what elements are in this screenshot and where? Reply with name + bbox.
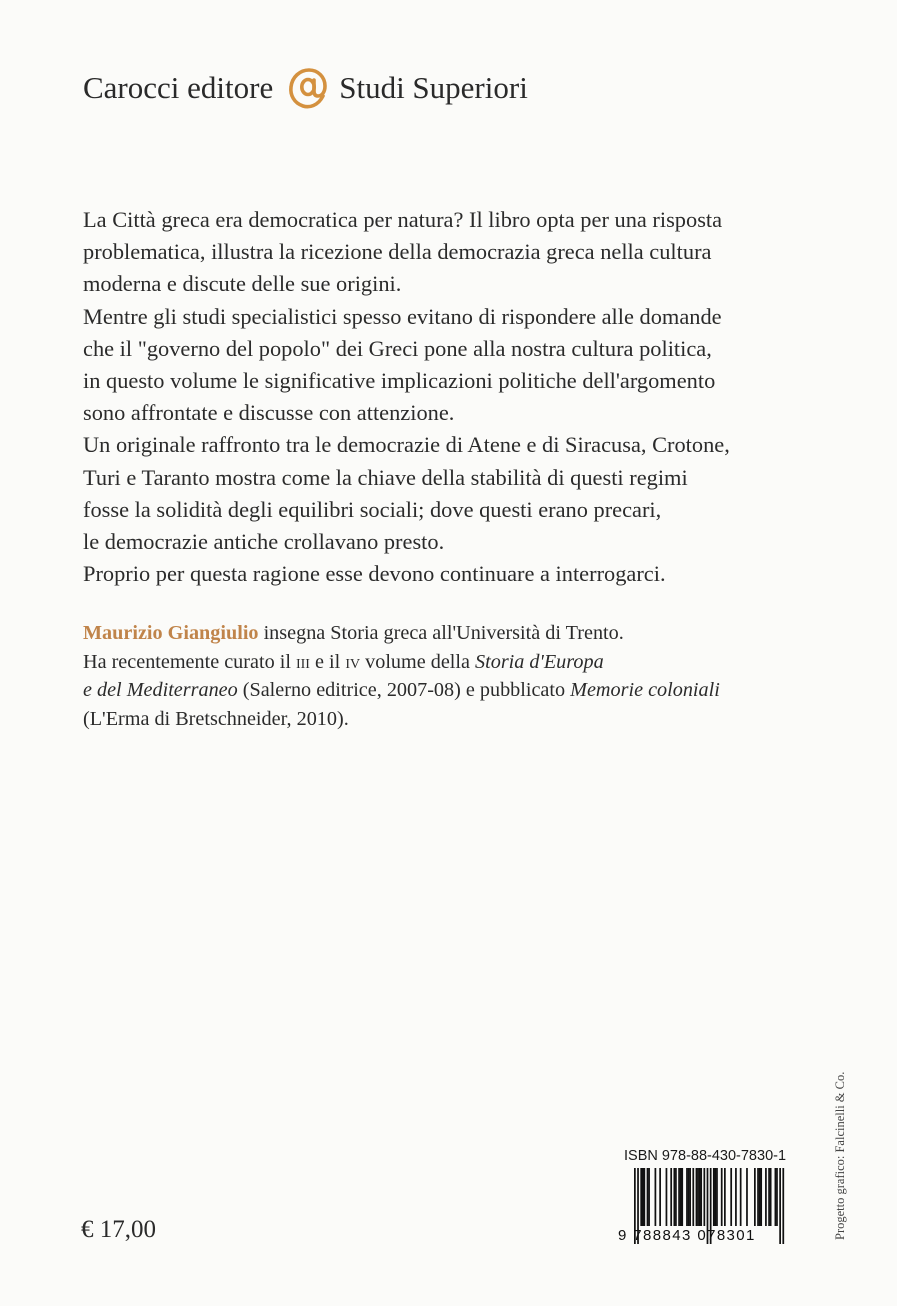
blurb-line: in questo volume le significative implicazioni politiche dell'argomento: [83, 368, 716, 394]
barcode-bar: [643, 1168, 645, 1226]
barcode-bar: [765, 1168, 767, 1226]
barcode-bar: [724, 1168, 726, 1226]
work-title: e del Mediterraneo: [83, 679, 238, 702]
barcode-bar: [740, 1168, 742, 1226]
blurb-line: problematica, illustra la ricezione della democrazia greca nella cultura: [83, 239, 712, 265]
volume-number: iv: [345, 650, 361, 673]
author-bio-text: (Salerno editrice, 2007-08) e pubblicato: [237, 679, 571, 702]
author-bio-text: e il: [309, 650, 346, 673]
barcode-bar: [655, 1168, 657, 1226]
barcode-bar: [754, 1168, 756, 1226]
barcode-bar: [689, 1168, 691, 1226]
barcode-bar: [760, 1168, 762, 1226]
barcode-bar: [666, 1168, 668, 1226]
author-bio-line: (L'Erma di Bretschneider, 2010).: [83, 707, 349, 730]
blurb-line: che il "governo del popolo" dei Greci pone alla nostra cultura politica,: [83, 335, 712, 361]
barcode-bar: [692, 1168, 694, 1226]
work-title: Storia d'Europa: [475, 650, 604, 673]
barcode-bar: [759, 1168, 761, 1226]
barcode-bar: [688, 1168, 690, 1226]
barcode-bar: [670, 1168, 672, 1226]
barcode-bar: [721, 1168, 723, 1226]
blurb-line: le democrazie antiche crollavano presto.: [83, 529, 445, 555]
barcode-bar: [648, 1168, 650, 1226]
author-bio-text: Ha recentemente curato il: [83, 650, 296, 673]
design-credit-text: Progetto grafico: Falcinelli & Co.: [833, 1071, 847, 1240]
blurb-line: Proprio per questa ragione esse devono continuare a interrogarci.: [83, 561, 666, 587]
barcode-bar: [681, 1168, 683, 1226]
barcode-bar: [699, 1168, 701, 1226]
design-credit: [833, 1055, 851, 1240]
barcode-bar: [686, 1168, 688, 1226]
barcode-bar: [746, 1168, 748, 1226]
isbn-label: ISBN 978-88-430-7830-1: [624, 1148, 787, 1164]
barcode-bar: [775, 1168, 777, 1226]
barcode-bar: [715, 1168, 717, 1226]
blurb-line: sono affrontate e discusse con attenzione.: [83, 400, 455, 426]
barcode-bar: [776, 1168, 778, 1226]
author-name: Maurizio Giangiulio: [83, 622, 259, 644]
volume-number: iii: [295, 650, 310, 673]
barcode-bar: [716, 1168, 718, 1226]
barcode-bar: [675, 1168, 677, 1226]
barcode-bar: [697, 1168, 699, 1226]
author-bio: [83, 619, 823, 733]
author-bio-text: volume della: [360, 650, 476, 673]
blurb-line: moderna e discute delle sue origini.: [83, 271, 402, 297]
barcode-bar: [678, 1168, 680, 1226]
blurb-line: La Città greca era democratica per natura? Il libro opta per una risposta: [83, 207, 723, 232]
barcode-bar: [673, 1168, 675, 1226]
barcode-bar: [768, 1168, 770, 1226]
blurb-line: Turi e Taranto mostra come la chiave della stabilità di questi regimi: [83, 464, 688, 490]
barcode-bar: [680, 1168, 682, 1226]
barcode-bar: [703, 1168, 705, 1226]
barcode-bar: [713, 1168, 715, 1226]
work-title: Memorie coloniali: [570, 679, 720, 702]
publisher-name: Carocci editore: [83, 70, 274, 105]
author-bio-line: [83, 648, 823, 677]
carocci-at-logo-icon: [287, 66, 329, 110]
series-name: Studi Superiori: [339, 70, 528, 105]
barcode-bar: [757, 1168, 759, 1226]
barcode-bar: [642, 1168, 644, 1226]
barcode-bar: [647, 1168, 649, 1226]
price: € 17,00: [81, 1216, 156, 1243]
blurb-line: Un originale raffronto tra le democrazie di Atene e di Siracusa, Crotone,: [83, 432, 730, 458]
barcode-bar: [696, 1168, 698, 1226]
barcode-bar: [659, 1168, 661, 1226]
author-bio-text: insegna Storia greca all'Università di Trento.: [258, 622, 624, 644]
publisher-header: [83, 66, 528, 110]
blurb-line: Mentre gli studi specialistici spesso evitano di rispondere alle domande: [83, 303, 722, 329]
blurb-line: fosse la solidità degli equilibri sociali; dove questi erano precari,: [83, 496, 662, 522]
barcode-bar: [735, 1168, 737, 1226]
barcode-bar: [700, 1168, 702, 1226]
barcode-bar: [640, 1168, 642, 1226]
author-bio-line: [83, 676, 823, 705]
author-bio-line: [83, 619, 823, 648]
barcode-bar: [730, 1168, 732, 1226]
barcode-bar: [770, 1168, 772, 1226]
barcode-digits: 9 788843 078301: [618, 1227, 756, 1244]
blurb-text: [83, 204, 823, 590]
